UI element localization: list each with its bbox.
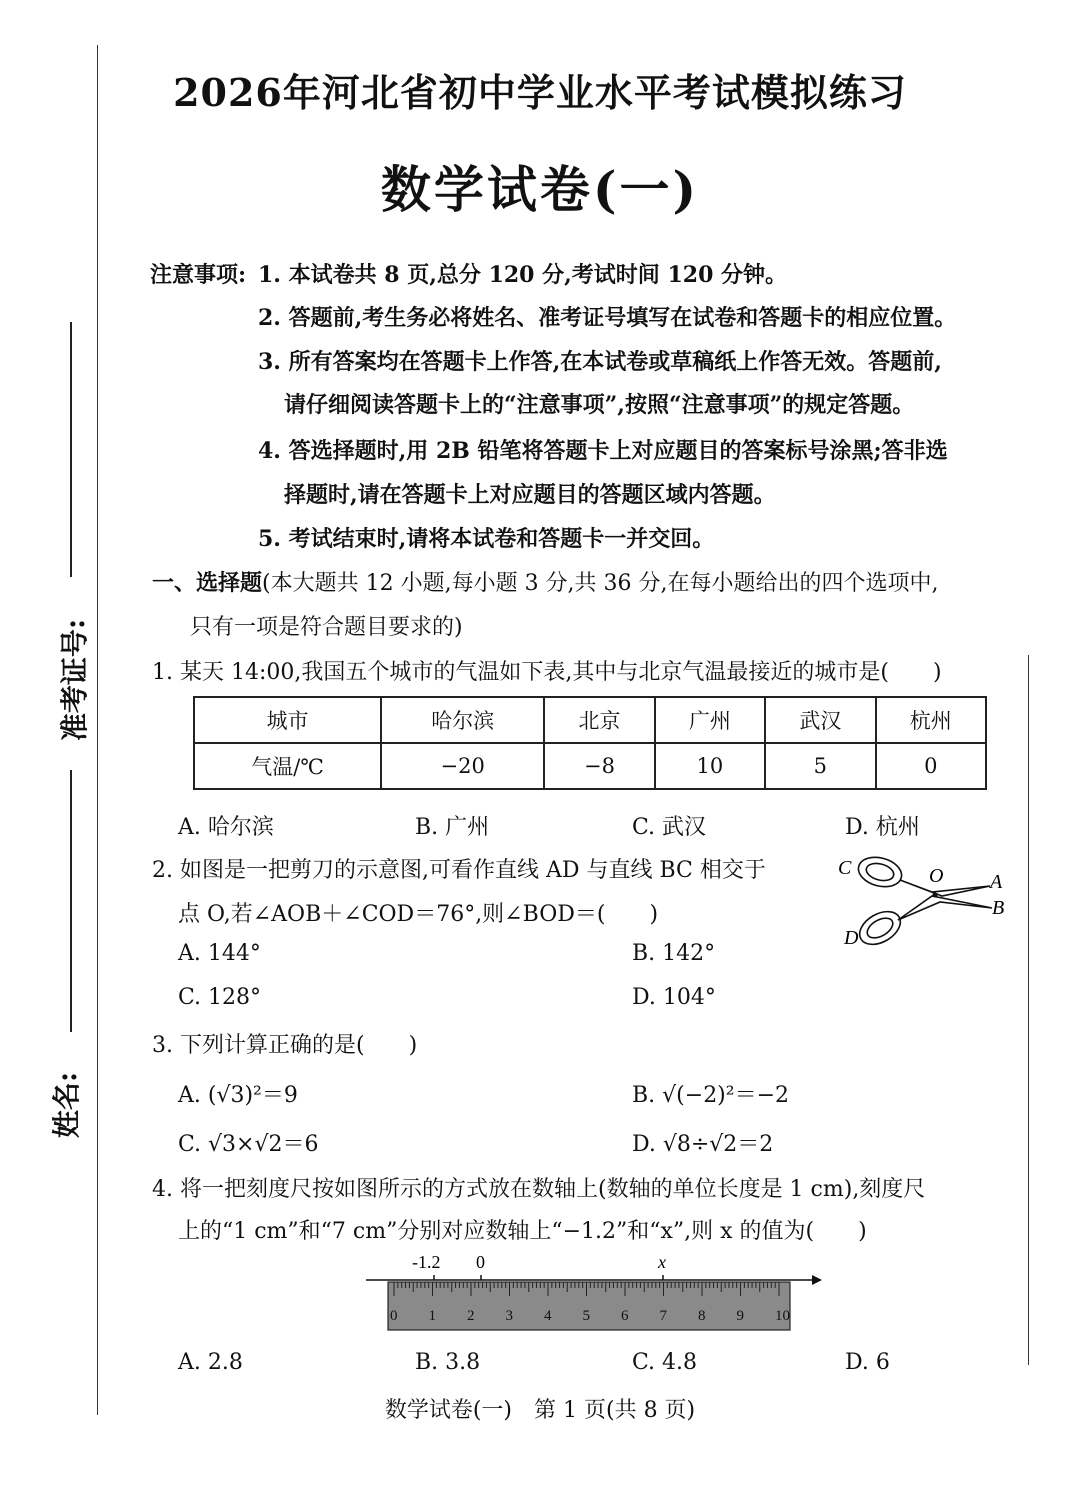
label-b: B — [992, 897, 1005, 919]
table-cell: −20 — [381, 743, 544, 789]
notice-label: 注意事项: — [150, 262, 247, 288]
ruler-number: 3 — [505, 1308, 513, 1324]
notice-item-2: 2. 答题前,考生务必将姓名、准考证号填写在试卷和答题卡的相应位置。 — [258, 305, 957, 331]
scissors-figure — [832, 848, 1012, 958]
table-cell: 0 — [876, 743, 986, 789]
right-margin-line — [1028, 655, 1029, 1365]
q1-option-b: B. 广州 — [415, 815, 490, 840]
axis-label-x: x — [658, 1252, 666, 1272]
pivot-point — [933, 893, 938, 898]
notice-item-4-cont: 择题时,请在答题卡上对应题目的答题区域内答题。 — [284, 482, 776, 508]
q4-stem-1: 4. 将一把刻度尺按如图所示的方式放在数轴上(数轴的单位长度是 1 cm),刻度尺 — [152, 1177, 926, 1202]
notice-item-5: 5. 考试结束时,请将本试卷和答题卡一并交回。 — [258, 526, 715, 552]
q1-option-c: C. 武汉 — [632, 815, 707, 840]
q1-option-a: A. 哈尔滨 — [178, 815, 274, 840]
label-a: A — [990, 871, 1003, 893]
q2-option-a: A. 144° — [178, 941, 261, 966]
ruler-number: 9 — [736, 1308, 744, 1324]
table-row — [194, 743, 986, 789]
section-1-desc-cont: 只有一项是符合题目要求的) — [190, 615, 463, 640]
table-cell: 广州 — [655, 697, 765, 743]
q4-option-a: A. 2.8 — [178, 1350, 243, 1375]
axis-label-zero: 0 — [476, 1252, 485, 1272]
table-cell: 气温/℃ — [194, 743, 381, 789]
q2-stem-2: 点 O,若∠AOB＋∠COD＝76°,则∠BOD＝( ) — [178, 902, 659, 927]
notice-item-1: 1. 本试卷共 8 页,总分 120 分,考试时间 120 分钟。 — [258, 262, 788, 288]
temperature-table — [193, 696, 987, 790]
q3-stem: 3. 下列计算正确的是( ) — [152, 1033, 418, 1058]
exam-title: 2026年河北省初中学业水平考试模拟练习 — [173, 70, 907, 115]
ruler-number: 2 — [467, 1308, 475, 1324]
label-d: D — [844, 927, 859, 949]
q1-option-d: D. 杭州 — [845, 815, 920, 840]
q4-option-d: D. 6 — [845, 1350, 890, 1375]
q4-option-c: C. 4.8 — [632, 1350, 698, 1375]
ruler-number: 10 — [775, 1308, 790, 1324]
q2-option-d: D. 104° — [632, 985, 716, 1010]
notice-item-3: 3. 所有答案均在答题卡上作答,在本试卷或草稿纸上作答无效。答题前, — [258, 349, 942, 375]
ruler-number: 4 — [544, 1308, 552, 1324]
table-cell: 武汉 — [765, 697, 875, 743]
table-header-row — [194, 697, 986, 743]
name-label: 姓名: — [50, 1071, 84, 1139]
exam-id-underline-2 — [70, 770, 72, 1032]
ruler-number: 0 — [390, 1308, 398, 1324]
binding-line — [97, 45, 98, 1415]
table-cell: 城市 — [194, 697, 381, 743]
section-1-desc: (本大题共 12 小题,每小题 3 分,共 36 分,在每小题给出的四个选项中, — [262, 571, 939, 596]
table-cell: −8 — [544, 743, 654, 789]
table-cell: 哈尔滨 — [381, 697, 544, 743]
axis-arrow — [812, 1275, 822, 1285]
q3-option-d: D. √8÷√2＝2 — [632, 1132, 774, 1157]
q3-option-c: C. √3×√2＝6 — [178, 1132, 319, 1157]
label-o: O — [929, 865, 944, 887]
notice-item-3-cont: 请仔细阅读答题卡上的“注意事项”,按照“注意事项”的规定答题。 — [284, 392, 915, 418]
section-1-heading-row — [152, 566, 939, 597]
page-footer: 数学试卷(一) 第 1 页(共 8 页) — [384, 1398, 696, 1423]
table-cell: 北京 — [544, 697, 654, 743]
q1-stem: 1. 某天 14:00,我国五个城市的气温如下表,其中与北京气温最接近的城市是( ) — [152, 660, 942, 685]
ruler-number: 1 — [428, 1308, 436, 1324]
ruler-number: 6 — [621, 1308, 629, 1324]
paper-subtitle: 数学试卷(一) — [380, 160, 700, 219]
table-cell: 5 — [765, 743, 875, 789]
q2-option-c: C. 128° — [178, 985, 262, 1010]
table-cell: 杭州 — [876, 697, 986, 743]
section-1-heading: 一、选择题 — [152, 570, 263, 596]
ruler-figure — [360, 1248, 830, 1334]
q3-option-b: B. √(−2)²＝−2 — [632, 1083, 790, 1108]
exam-id-label: 准考证号: — [58, 618, 92, 742]
table-cell: 10 — [655, 743, 765, 789]
q2-option-b: B. 142° — [632, 941, 716, 966]
q2-stem-1: 2. 如图是一把剪刀的示意图,可看作直线 AD 与直线 BC 相交于 — [152, 858, 766, 883]
notice-item-4: 4. 答选择题时,用 2B 铅笔将答题卡上对应题目的答案标号涂黑;答非选 — [258, 438, 948, 464]
axis-label-neg: -1.2 — [412, 1252, 441, 1272]
q4-option-b: B. 3.8 — [415, 1350, 481, 1375]
ruler-number: 5 — [582, 1308, 590, 1324]
exam-id-underline — [70, 322, 72, 577]
ruler-number: 8 — [698, 1308, 706, 1324]
q4-stem-2: 上的“1 cm”和“7 cm”分别对应数轴上“−1.2”和“x”,则 x 的值为( ) — [178, 1219, 867, 1244]
ruler-number: 7 — [659, 1308, 667, 1324]
q3-option-a: A. (√3)²＝9 — [178, 1083, 298, 1108]
label-c: C — [838, 857, 852, 879]
